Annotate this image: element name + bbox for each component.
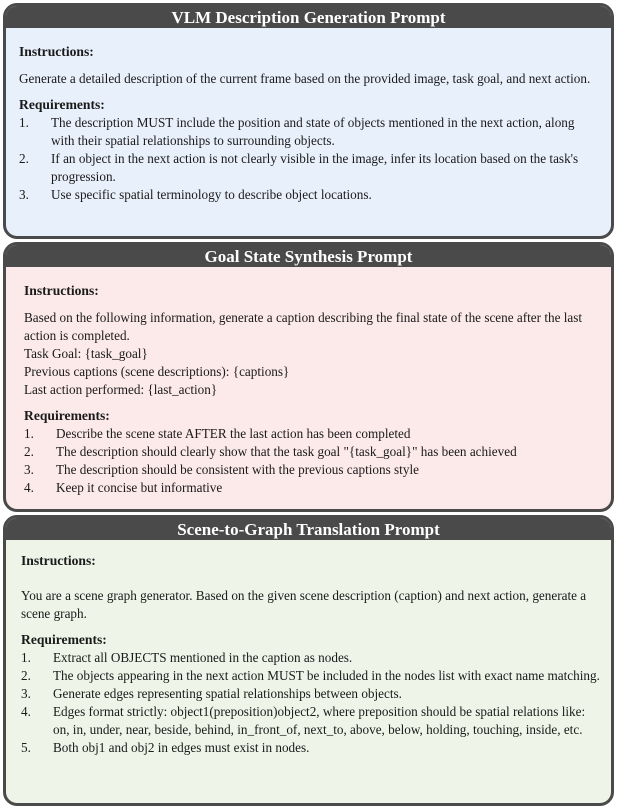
list-item (21, 685, 601, 703)
scene-to-graph-prompt-panel (3, 515, 614, 806)
list-item (24, 479, 601, 497)
item-text: Use specific spatial terminology to describe object locations. (51, 187, 372, 202)
panel-body (6, 28, 611, 204)
item-text: Extract all OBJECTS mentioned in the caption as nodes. (53, 650, 353, 665)
item-text: Describe the scene state AFTER the last action has been completed (56, 426, 411, 441)
requirements-heading: Requirements: (21, 632, 107, 647)
item-text: Edges format strictly: object1(preposition)object2, where preposition should be spatial relations like: on, in, under, near, beside, behind, in_front_of, next_to, above, below, holding, touching, inside, etc. (53, 704, 586, 737)
panel-title: VLM Description Generation Prompt (6, 6, 611, 28)
requirements-heading: Requirements: (19, 97, 105, 112)
list-item (21, 667, 601, 685)
instructions-text: You are a scene graph generator. Based on the given scene description (caption) and next action, generate a scene graph. (21, 588, 587, 621)
instructions-heading: Instructions: (24, 283, 99, 298)
item-text: Generate edges representing spatial relationships between objects. (53, 686, 402, 701)
list-item (24, 443, 601, 461)
item-number: 5. (21, 740, 31, 755)
item-text: If an object in the next action is not clearly visible in the image, infer its location based on the task's progression. (51, 151, 579, 184)
item-text: The description MUST include the position and state of objects mentioned in the next action, along with their spatial relationships to surrounding objects. (51, 115, 575, 148)
instructions-heading: Instructions: (21, 553, 96, 568)
instructions-text: Based on the following information, generate a caption describing the final state of the scene after the last action is completed. (24, 310, 583, 343)
instructions-previous-captions: Previous captions (scene descriptions): {captions} (24, 364, 290, 379)
requirements-list (21, 649, 601, 757)
panel-title: Goal State Synthesis Prompt (6, 245, 611, 267)
item-number: 1. (21, 650, 31, 665)
list-item (19, 186, 601, 204)
item-number: 4. (24, 480, 34, 495)
list-item (21, 739, 601, 757)
item-text: The description should be consistent with the previous captions style (56, 462, 419, 477)
item-text: The description should clearly show that the task goal "{task_goal}" has been achieved (56, 444, 517, 459)
instructions-heading: Instructions: (19, 44, 94, 59)
requirements-list (19, 114, 601, 204)
instructions-text: Generate a detailed description of the current frame based on the provided image, task goal, and next action. (19, 71, 591, 86)
item-number: 1. (19, 115, 29, 130)
requirements-heading: Requirements: (24, 408, 110, 423)
item-number: 3. (24, 462, 34, 477)
list-item (19, 150, 601, 186)
list-item (21, 649, 601, 667)
item-number: 2. (21, 668, 31, 683)
goal-state-synthesis-prompt-panel (3, 242, 614, 512)
list-item (24, 425, 601, 443)
list-item (19, 114, 601, 150)
panel-body (6, 540, 611, 757)
item-number: 4. (21, 704, 31, 719)
item-number: 2. (24, 444, 34, 459)
item-text: Keep it concise but informative (56, 480, 223, 495)
panel-title: Scene-to-Graph Translation Prompt (6, 518, 611, 540)
item-text: The objects appearing in the next action MUST be included in the nodes list with exact name matching. (53, 668, 600, 683)
item-text: Both obj1 and obj2 in edges must exist in nodes. (53, 740, 310, 755)
requirements-list (24, 425, 601, 497)
item-number: 1. (24, 426, 34, 441)
instructions-last-action: Last action performed: {last_action} (24, 382, 218, 397)
list-item (24, 461, 601, 479)
item-number: 2. (19, 151, 29, 166)
item-number: 3. (21, 686, 31, 701)
instructions-task-goal: Task Goal: {task_goal} (24, 346, 148, 361)
panel-body (6, 267, 611, 497)
list-item (21, 703, 601, 739)
vlm-description-prompt-panel (3, 3, 614, 239)
item-number: 3. (19, 187, 29, 202)
